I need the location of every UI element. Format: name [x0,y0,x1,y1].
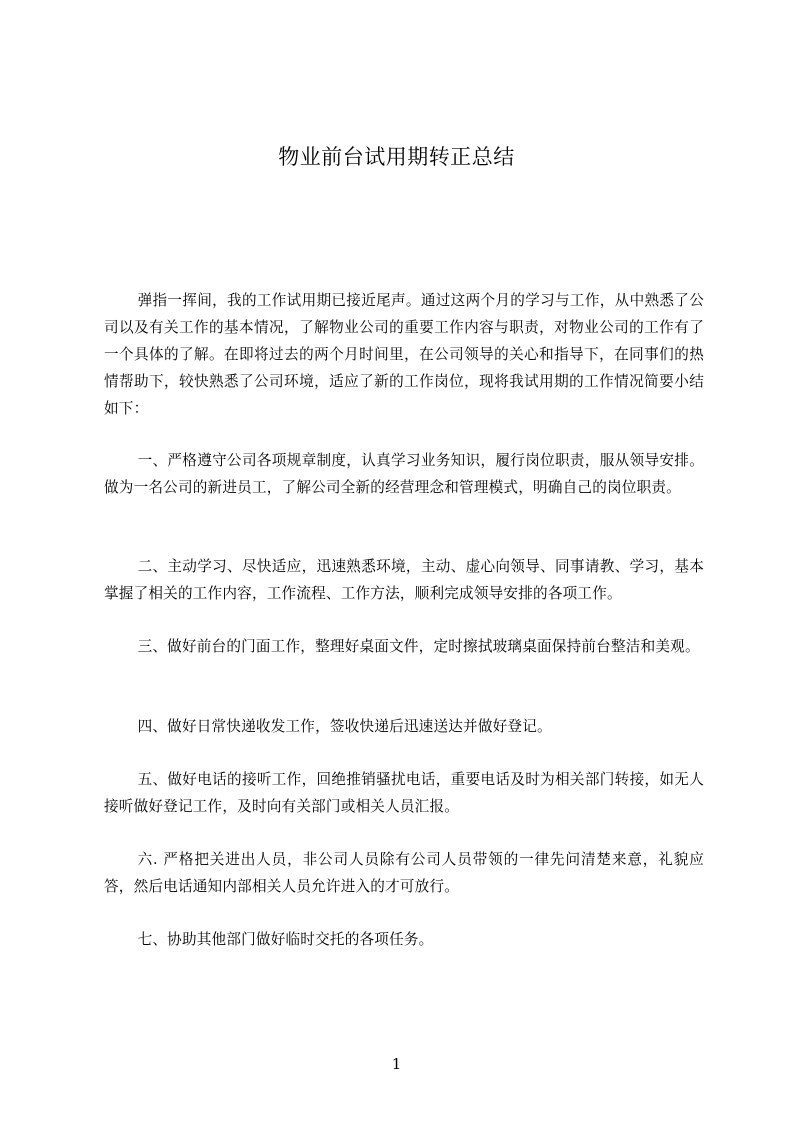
paragraph-item-4-text: 四、做好日常快递收发工作，签收快递后迅速送达并做好登记。 [137,718,552,735]
paragraph-item-2-text: 二、主动学习、尽快适应，迅速熟悉环境，主动、虚心向领导、同事请教、学习，基本掌握了相关的工作内容，工作流程、工作方法，顺利完成领导安排的各项工作。 [104,558,704,602]
paragraph-item-3-text: 三、做好前台的门面工作，整理好桌面文件，定时擦拭玻璃桌面保持前台整洁和美观。 [137,638,700,655]
paragraph-item-7-text: 七、协助其他部门做好临时交托的各项任务。 [137,931,434,948]
paragraph-item-2 [104,553,704,607]
paragraph-item-4 [104,713,704,740]
page-number: 1 [391,1055,402,1073]
paragraph-item-6-text: 六. 严格把关进出人员，非公司人员除有公司人员带领的一律先问清楚来意，礼貌应答，然后电话通知内部相关人员允许进入的才可放行。 [104,851,704,895]
paragraph-item-3 [104,633,704,660]
paragraph-item-1-text: 一、严格遵守公司各项规章制度，认真学习业务知识，履行岗位职责，服从领导安排。做为一名公司的新进员工，了解公司全新的经营理念和管理模式，明确自己的岗位职责。 [104,452,704,496]
paragraph-intro [104,287,704,422]
document-title: 物业前台试用期转正总结 [278,145,515,169]
paragraph-item-5-text: 五、做好电话的接听工作，回绝推销骚扰电话，重要电话及时为相关部门转接，如无人接听做好登记工作，及时向有关部门或相关人员汇报。 [104,771,704,815]
paragraph-intro-text: 弹指一挥间，我的工作试用期已接近尾声。通过这两个月的学习与工作，从中熟悉了公司以及有关工作的基本情况，了解物业公司的重要工作内容与职责，对物业公司的工作有了一个具体的了解。在即将过去的两个月时间里，在公司领导的关心和指导下，在同事们的热情帮助下，较快熟悉了公司环境，适应了新的工作岗位，现将我试用期的工作情况简要小结如下： [104,292,704,417]
paragraph-item-5 [104,766,704,820]
paragraph-item-7 [104,926,704,953]
paragraph-item-6 [104,846,704,900]
paragraph-item-1 [104,447,704,501]
